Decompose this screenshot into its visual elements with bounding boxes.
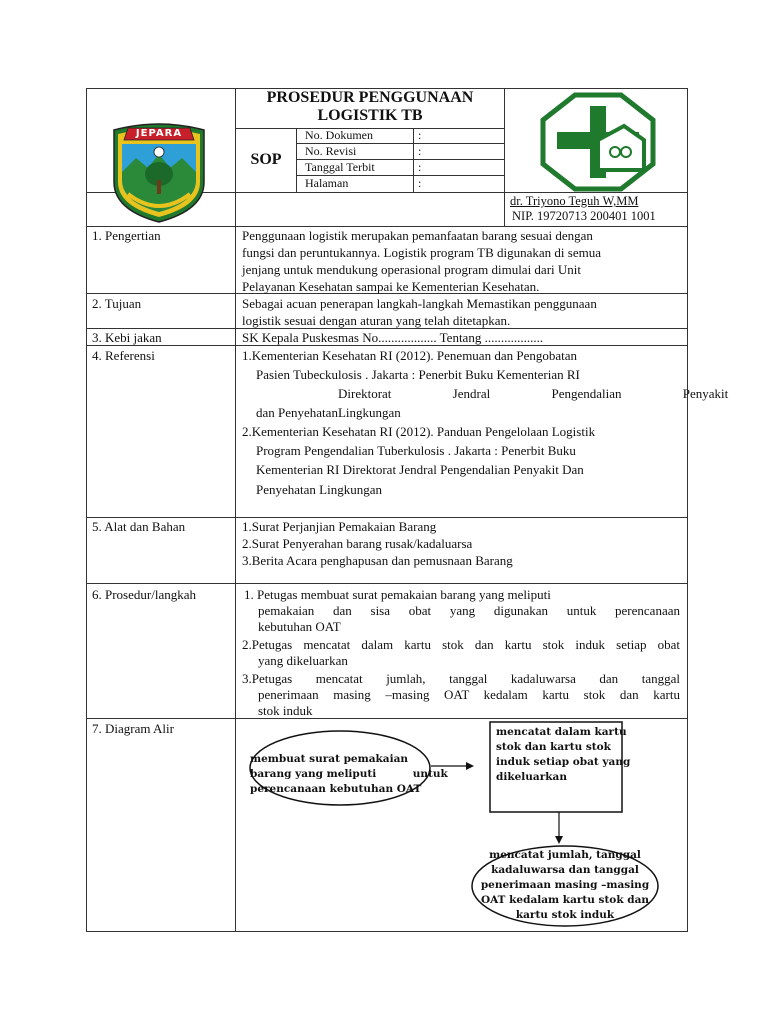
flow-arrowhead bbox=[555, 836, 563, 844]
table-border-bottom bbox=[86, 931, 688, 932]
list-item: 2.Surat Penyerahan barang rusak/kadaluarsa bbox=[242, 536, 473, 551]
reference-line: Pasien Tubeckulosis . Jakarta : Penerbit Buku Kementerian RI bbox=[256, 367, 580, 382]
list-item: 3.Berita Acara penghapusan dan pemusnaan Barang bbox=[242, 553, 513, 568]
flow-node-line: barang yang meliputi untuk bbox=[250, 768, 448, 780]
flow-node-1-text bbox=[250, 752, 448, 797]
field-value: : bbox=[418, 144, 422, 158]
procedure-line: penerimaan masing –masing OAT kedalam kartu stok dan kartu bbox=[258, 687, 680, 702]
flow-node-line: kartu stok induk bbox=[515, 909, 615, 921]
emblem-text: JEPARA bbox=[135, 128, 183, 139]
sop-divider bbox=[296, 128, 297, 192]
procedure-line: stok induk bbox=[258, 703, 313, 718]
section-label-pengertian: 1. Pengertian bbox=[92, 228, 161, 243]
procedure-step: 2.Petugas mencatat dalam kartu stok dan kartu stok induk setiap obat bbox=[242, 637, 680, 652]
table-border-right bbox=[687, 88, 688, 932]
flow-node-line: mencatat dalam kartu bbox=[496, 726, 627, 738]
flow-node-line: kadaluwarsa dan tanggal bbox=[491, 864, 639, 876]
flow-node-line: penerimaan masing –masing bbox=[480, 879, 650, 891]
title-line: PROSEDUR PENGGUNAAN bbox=[266, 89, 474, 106]
body-line: Pelayanan Kesehatan sampai ke Kementerian Kesehatan. bbox=[242, 279, 540, 294]
body-line: Penggunaan logistik merupakan pemanfaatan barang sesuai dengan bbox=[242, 228, 593, 243]
procedure-step: 1. Petugas membuat surat pemakaian barang yang meliputi bbox=[244, 587, 551, 602]
signatory-name: dr. Triyono Teguh W,MM bbox=[510, 194, 639, 208]
field-divider bbox=[413, 128, 414, 192]
body-line: logistik sesuai dengan aturan yang telah ditetapkan. bbox=[242, 313, 511, 328]
field-value: : bbox=[418, 128, 422, 142]
procedure-step: 3.Petugas mencatat jumlah, tanggal kadaluwarsa dan tanggal bbox=[242, 671, 680, 686]
row-line bbox=[86, 583, 688, 584]
reference-line: Direktorat Jendral Pengendalian Penyakit bbox=[338, 386, 729, 401]
flow-arrowhead bbox=[466, 762, 474, 770]
reference-line: Penyehatan Lingkungan bbox=[256, 482, 382, 497]
field-label: No. Revisi bbox=[305, 144, 357, 158]
flow-node-3-text bbox=[476, 848, 654, 923]
header-divider-right bbox=[504, 88, 505, 226]
field-label: Halaman bbox=[305, 176, 349, 190]
procedure-line: pemakaian dan sisa obat yang digunakan untuk perencanaan bbox=[258, 603, 680, 618]
sop-label: SOP bbox=[250, 151, 282, 168]
flow-node-line: induk setiap obat yang bbox=[496, 756, 631, 768]
field-value: : bbox=[418, 176, 422, 190]
flow-node-line: perencanaan kebutuhan OAT bbox=[250, 783, 422, 795]
puskesmas-logo bbox=[540, 92, 656, 192]
reference-item: 1.Kementerian Kesehatan RI (2012). Penemuan dan Pengobatan bbox=[242, 348, 578, 363]
section-label-kebijakan: 3. Kebi jakan bbox=[92, 330, 162, 345]
body-line: SK Kepala Puskesmas No.................. Tentang .................. bbox=[242, 330, 544, 345]
table-border-left bbox=[86, 88, 87, 932]
procedure-line: yang dikeluarkan bbox=[258, 653, 348, 668]
signatory-nip: NIP. 19720713 200401 1001 bbox=[512, 209, 656, 223]
flow-node-line: OAT kedalam kartu stok dan bbox=[480, 894, 650, 906]
reference-line: Program Pengendalian Tuberkulosis . Jakarta : Penerbit Buku bbox=[256, 443, 576, 458]
procedure-line: kebutuhan OAT bbox=[258, 619, 341, 634]
field-value: : bbox=[418, 160, 422, 174]
reference-line: dan PenyehatanLingkungan bbox=[256, 405, 401, 420]
flow-node-line: dikeluarkan bbox=[496, 771, 567, 783]
field-label: Tanggal Terbit bbox=[305, 160, 375, 174]
reference-item: 2.Kementerian Kesehatan RI (2012). Panduan Pengelolaan Logistik bbox=[242, 424, 596, 439]
section-label-tujuan: 2. Tujuan bbox=[92, 296, 142, 311]
flow-node-line: stok dan kartu stok bbox=[496, 741, 611, 753]
reference-line: Kementerian RI Direktorat Jendral Pengendalian Penyakit Dan bbox=[256, 462, 584, 477]
page-title bbox=[236, 89, 504, 125]
jepara-emblem-logo bbox=[106, 122, 212, 226]
body-line: Sebagai acuan penerapan langkah-langkah Memastikan penggunaan bbox=[242, 296, 597, 311]
flow-node-line: membuat surat pemakaian bbox=[250, 753, 409, 765]
body-line: jenjang untuk mendukung operasional program dimulai dari Unit bbox=[242, 262, 582, 277]
section-label-prosedur: 6. Prosedur/langkah bbox=[92, 587, 196, 602]
section-label-referensi: 4. Referensi bbox=[92, 348, 155, 363]
section-label-alat: 5. Alat dan Bahan bbox=[92, 519, 186, 534]
section-label-diagram: 7. Diagram Alir bbox=[92, 721, 174, 736]
field-label: No. Dokumen bbox=[305, 128, 373, 142]
flow-node-2-text bbox=[496, 725, 630, 785]
list-item: 1.Surat Perjanjian Pemakaian Barang bbox=[242, 519, 437, 534]
flow-node-line: mencatat jumlah, tanggal bbox=[489, 849, 641, 861]
body-line: fungsi dan peruntukannya. Logistik program TB digunakan di semua bbox=[242, 245, 601, 260]
title-line: LOGISTIK TB bbox=[317, 107, 423, 124]
